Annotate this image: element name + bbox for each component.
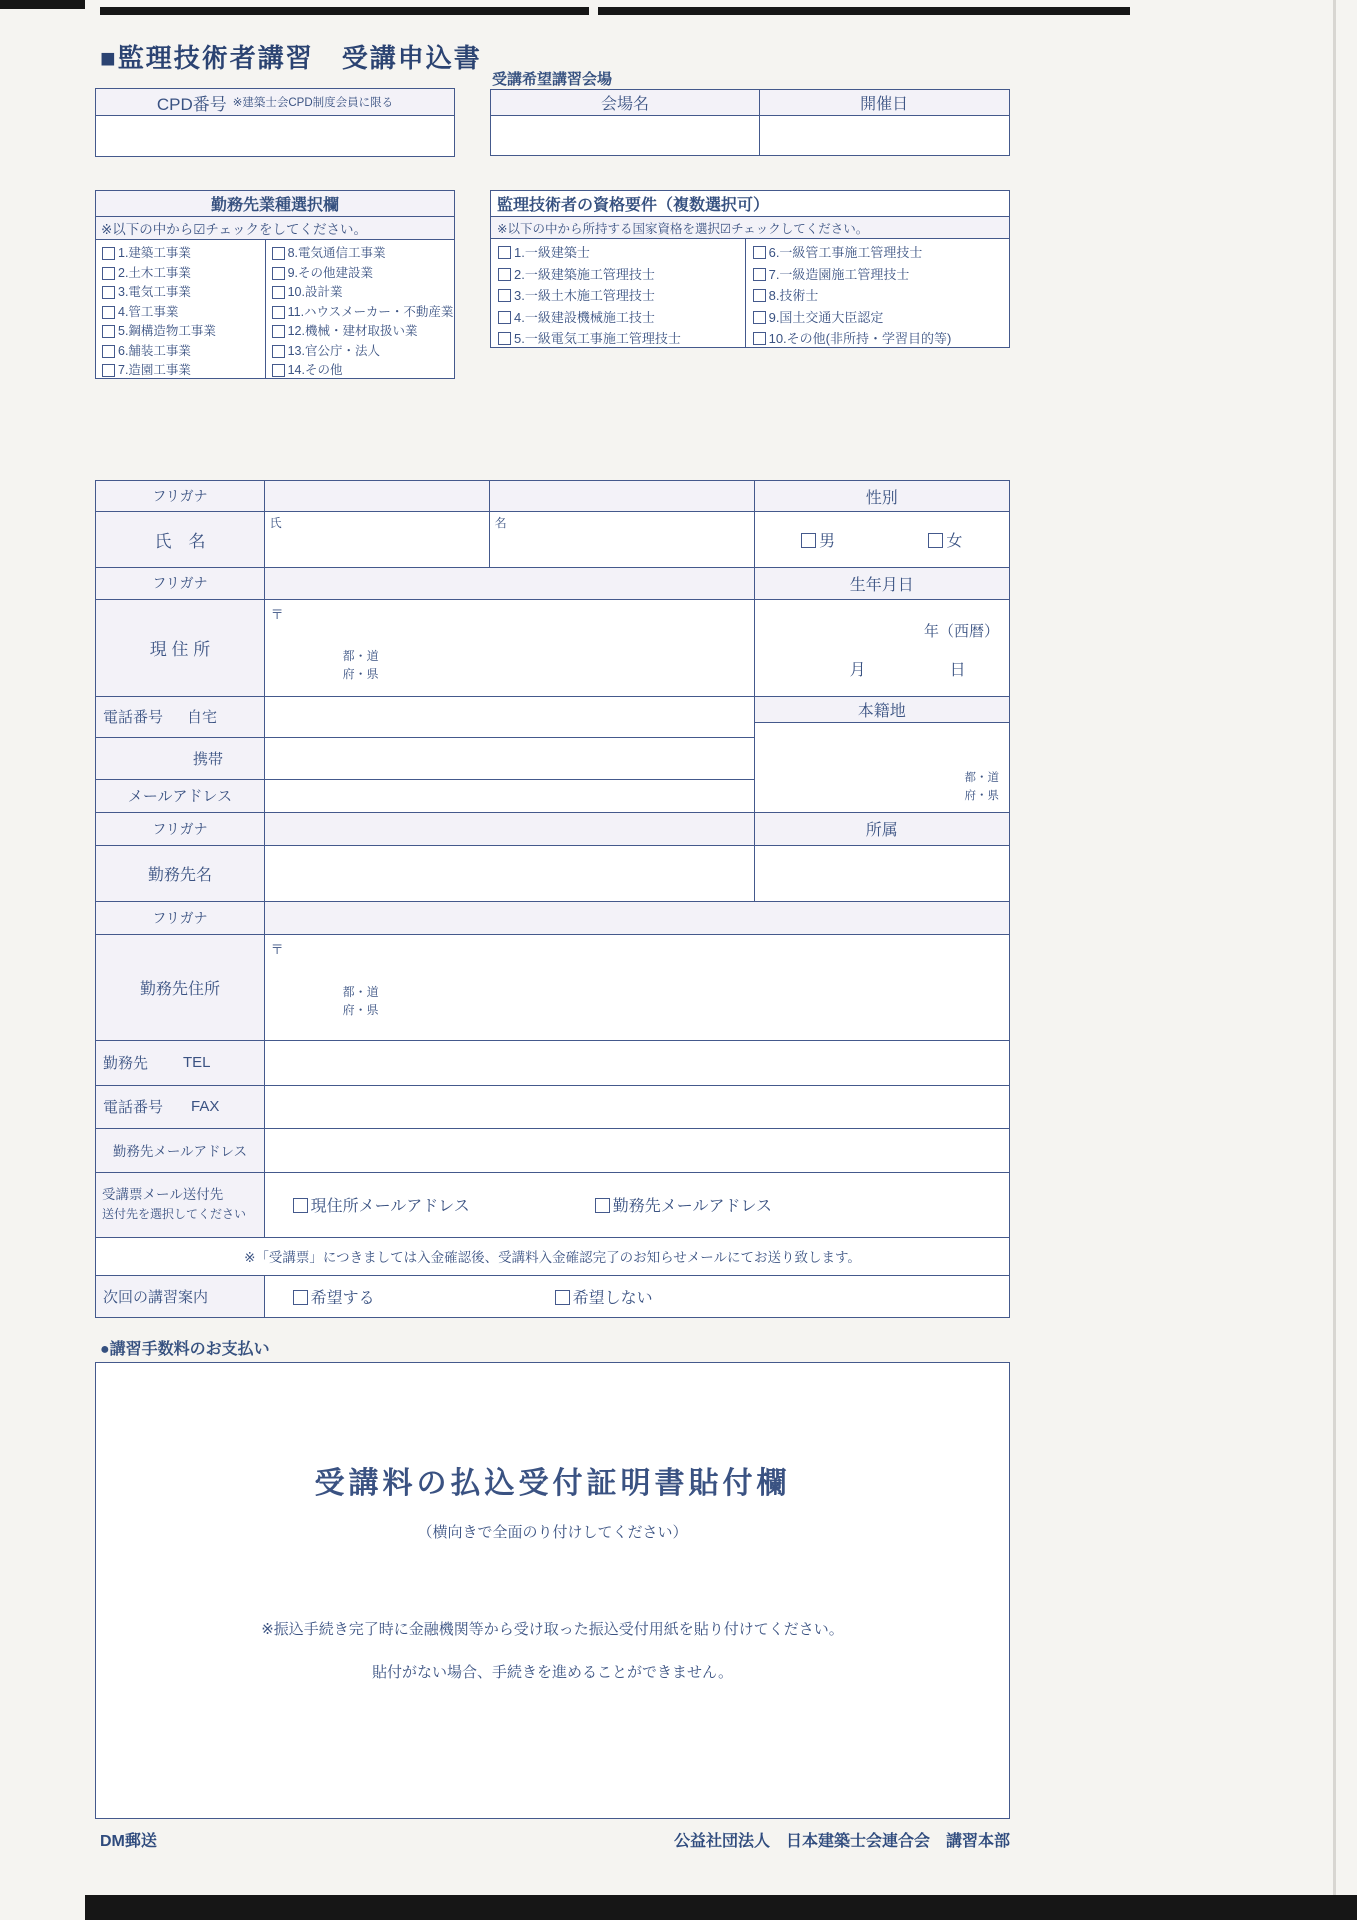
checkbox-icon [928, 533, 943, 548]
industry-options-left [95, 239, 266, 379]
sei-input[interactable] [264, 511, 490, 568]
checkbox-icon [272, 306, 285, 319]
address-label: 現 住 所 [95, 599, 265, 697]
qualification-option[interactable]: 8.技術士 [753, 285, 1009, 307]
qualification-option[interactable]: 9.国土交通大臣認定 [753, 307, 1009, 329]
qualification-title: 監理技術者の資格要件（複数選択可） [490, 190, 1010, 217]
checkbox-icon [272, 247, 285, 260]
industry-option[interactable]: 10.設計業 [272, 283, 454, 303]
checkbox-icon [555, 1290, 570, 1305]
venue-date-header: 開催日 [759, 89, 1010, 116]
email-label: メールアドレス [95, 779, 265, 813]
checkbox-icon [753, 311, 766, 324]
birthdate-header: 生年月日 [754, 567, 1010, 600]
next-course-options [264, 1275, 1010, 1318]
prefecture-suffix: 都・道 府・県 [342, 648, 379, 682]
sei-corner-label: 氏 [269, 515, 282, 530]
qualification-instruction: ※以下の中から所持する国家資格を選択☑チェックしてください。 [490, 216, 1010, 240]
cpd-label: CPD番号 [156, 94, 227, 114]
industry-option[interactable]: 9.その他建設業 [272, 264, 454, 284]
checkbox-icon [102, 345, 115, 358]
industry-instruction: ※以下の中から☑チェックをしてください。 [95, 216, 455, 241]
checkbox-icon [102, 286, 115, 299]
checkbox-icon [498, 332, 511, 345]
company-furigana-label: フリガナ [95, 812, 265, 846]
checkbox-icon [753, 246, 766, 259]
company-prefecture-suffix: 都・道 府・県 [342, 984, 379, 1018]
checkbox-icon [272, 267, 285, 280]
checkbox-icon [753, 332, 766, 345]
company-tel-label: 勤務先 TEL [95, 1040, 265, 1086]
checkbox-icon [102, 306, 115, 319]
company-address-furigana-input[interactable] [264, 901, 1010, 935]
honseki-header: 本籍地 [754, 696, 1010, 724]
gender-choice-cell [754, 511, 1010, 568]
name-label: 氏 名 [95, 511, 265, 568]
ticket-sendto-label: 受講票メール送付先 送付先を選択してください [95, 1172, 265, 1238]
venue-name-header: 会場名 [490, 89, 760, 116]
qualification-option[interactable]: 1.一級建築士 [498, 242, 745, 264]
qualification-option[interactable]: 3.一級土木施工管理技士 [498, 285, 745, 307]
checkbox-icon [753, 268, 766, 281]
qualification-option[interactable]: 5.一級電気工事施工管理技士 [498, 328, 745, 350]
phone-home-label: 電話番号 自宅 [95, 696, 265, 738]
ticket-note: ※「受講票」につきましては入金確認後、受講料入金確認完了のお知らせメールにてお送り致します。 [95, 1237, 1010, 1276]
checkbox-icon [498, 311, 511, 324]
checkbox-icon [753, 289, 766, 302]
qualification-option[interactable]: 6.一級管工事施工管理技士 [753, 242, 1009, 264]
checkbox-icon [272, 286, 285, 299]
next-course-label: 次回の講習案内 [95, 1275, 265, 1318]
address-input[interactable] [264, 599, 755, 697]
payment-proof-box [95, 1362, 1010, 1819]
industry-option[interactable]: 13.官公庁・法人 [272, 342, 454, 362]
qualification-option[interactable]: 4.一級建設機械施工技士 [498, 307, 745, 329]
company-furigana-input[interactable] [264, 812, 755, 846]
cpd-header [95, 88, 455, 116]
company-fax-input[interactable] [264, 1085, 1010, 1129]
scan-artifact-top-bar-right [598, 7, 1130, 15]
scan-artifact-bottom-bar [85, 1895, 1357, 1920]
gender-header: 性別 [754, 480, 1010, 512]
gender-male-option[interactable]: 男 [801, 528, 835, 551]
page-edge-shadow [1333, 0, 1336, 1895]
industry-option[interactable]: 8.電気通信工事業 [272, 244, 454, 264]
industry-option[interactable]: 3.電気工事業 [102, 283, 265, 303]
checkbox-icon [102, 364, 115, 377]
venue-title: 受講希望講習会場 [492, 71, 613, 88]
checkbox-icon [801, 533, 816, 548]
checkbox-icon [272, 325, 285, 338]
postal-mark: 〒 [270, 606, 284, 622]
company-address-label: 勤務先住所 [95, 934, 265, 1041]
affiliation-input[interactable] [754, 845, 1010, 902]
company-address-furigana-label: フリガナ [95, 901, 265, 935]
company-tel-input[interactable] [264, 1040, 1010, 1086]
footer-dm-label: DM郵送 [100, 1833, 157, 1850]
venue-name-input-cell[interactable] [490, 115, 760, 156]
mei-furigana-input[interactable] [489, 480, 755, 512]
checkbox-icon [498, 246, 511, 259]
phone-mobile-label: 携帯 [95, 737, 265, 780]
cpd-input-cell[interactable] [95, 115, 455, 157]
checkbox-icon [293, 1290, 308, 1305]
ticket-home-email-option[interactable]: 現住所メールアドレス [293, 1193, 470, 1216]
next-course-no-option[interactable]: 希望しない [555, 1285, 653, 1308]
mei-input[interactable] [489, 511, 755, 568]
scan-artifact-top-bar-left [100, 7, 589, 15]
payment-box-title: 受講料の払込受付証明書貼付欄 [314, 1467, 791, 1500]
applicant-form-table [95, 480, 1010, 1318]
sei-furigana-input[interactable] [264, 480, 490, 512]
email-input[interactable] [264, 779, 755, 813]
ticket-company-email-option[interactable]: 勤務先メールアドレス [595, 1193, 772, 1216]
company-email-label: 勤務先メールアドレス [95, 1128, 265, 1173]
industry-option[interactable]: 14.その他 [272, 361, 454, 381]
birth-day-label: 日 [949, 661, 966, 679]
industry-option[interactable]: 5.鋼構造物工事業 [102, 322, 265, 342]
payment-note-2: 貼付がない場合、手続きを進めることができません。 [372, 1664, 733, 1681]
cpd-note: ※建築士会CPD制度会員に限る [232, 97, 394, 109]
industry-option[interactable]: 7.造園工事業 [102, 361, 265, 381]
qualification-options-right [745, 238, 1010, 348]
checkbox-icon [272, 364, 285, 377]
checkbox-icon [498, 268, 511, 281]
birth-month-label: 月 [849, 661, 866, 679]
address-furigana-label: フリガナ [95, 567, 265, 600]
qualification-option[interactable]: 7.一級造園施工管理技士 [753, 264, 1009, 286]
industry-option[interactable]: 2.土木工事業 [102, 264, 265, 284]
phone-mobile-input[interactable] [264, 737, 755, 780]
company-name-label: 勤務先名 [95, 845, 265, 902]
name-furigana-label: フリガナ [95, 480, 265, 512]
industry-options-right [265, 239, 455, 379]
qualification-option[interactable]: 2.一級建築施工管理技士 [498, 264, 745, 286]
birthdate-input[interactable] [754, 599, 1010, 697]
checkbox-icon [595, 1198, 610, 1213]
company-fax-label: 電話番号 FAX [95, 1085, 265, 1129]
venue-date-input-cell[interactable] [759, 115, 1010, 156]
gender-female-option[interactable]: 女 [928, 528, 962, 551]
industry-option[interactable]: 11.ハウスメーカー・不動産業 [272, 303, 454, 323]
honseki-prefecture-suffix: 都・道 府・県 [964, 771, 999, 802]
checkbox-icon [498, 289, 511, 302]
checkbox-icon [102, 325, 115, 338]
industry-option[interactable]: 12.機械・建材取扱い業 [272, 322, 454, 342]
payment-section-label: ●講習手数料のお支払い [100, 1341, 270, 1358]
address-furigana-input[interactable] [264, 567, 755, 600]
checkbox-icon [293, 1198, 308, 1213]
footer-organization: 公益社団法人 日本建築士会連合会 講習本部 [673, 1833, 1010, 1850]
mei-corner-label: 名 [494, 515, 507, 530]
industry-option[interactable]: 1.建築工事業 [102, 244, 265, 264]
company-name-input[interactable] [264, 845, 755, 902]
checkbox-icon [102, 247, 115, 260]
phone-home-input[interactable] [264, 696, 755, 738]
industry-option[interactable]: 6.舗装工事業 [102, 342, 265, 362]
birth-year-label: 年（西暦） [923, 622, 999, 640]
checkbox-icon [272, 345, 285, 358]
company-address-input[interactable] [264, 934, 1010, 1041]
company-email-input[interactable] [264, 1128, 1010, 1173]
industry-option[interactable]: 4.管工事業 [102, 303, 265, 323]
qualification-options-left [490, 238, 746, 348]
postal-mark: 〒 [270, 941, 284, 957]
checkbox-icon [102, 267, 115, 280]
scan-artifact-top-left [0, 0, 85, 9]
ticket-sendto-options [264, 1172, 1010, 1238]
page-title: ■監理技術者講習 受講申込書 [100, 43, 482, 73]
payment-box-subtitle: （横向きで全面のり付けしてください） [417, 1524, 688, 1541]
next-course-yes-option[interactable]: 希望する [293, 1285, 375, 1308]
payment-note-1: ※振込手続き完了時に金融機関等から受け取った振込受付用紙を貼り付けてください。 [261, 1621, 844, 1638]
honseki-input[interactable] [754, 722, 1010, 814]
affiliation-header: 所属 [754, 812, 1010, 846]
qualification-option[interactable]: 10.その他(非所持・学習目的等) [753, 328, 1009, 350]
industry-title: 勤務先業種選択欄 [95, 190, 455, 217]
